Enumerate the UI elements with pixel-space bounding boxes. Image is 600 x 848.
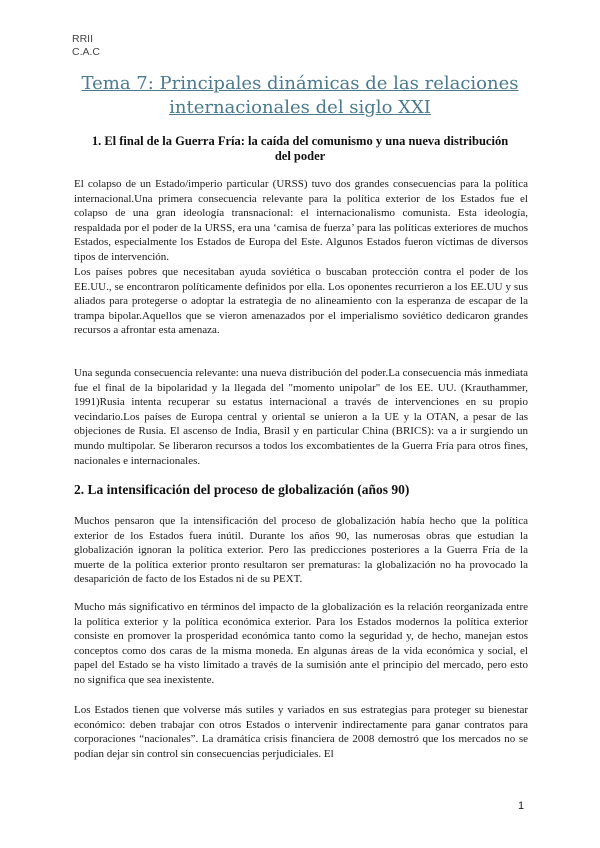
paragraph: Los Estados tienen que volverse más sutiles y variados en sus estrategias para proteger su bienestar económico: deben trabajar con otros Estados o intervenir indirectamente para ganar contratos para corporaciones “nacionales”. La dramática crisis financiera de 2008 demostró que los mercados no se podían dejar sin control sin consecuencias perjudiciales. El — [74, 704, 528, 760]
section-2-heading: 2. La intensificación del proceso de globalización (años 90) — [74, 482, 410, 497]
document-title: Tema 7: Principales dinámicas de las relaciones internacionales del siglo XXI — [81, 73, 519, 118]
paragraph: Los países pobres que necesitaban ayuda soviética o buscaban protección contra el poder de los EE.UU., se encontraron políticamente definidos por ella. Los oponentes recurrieron a los EE.UU y sus aliados para protegerse o adoptar la estrategia de no alineamiento con la esperanza de escapar de la trampa bipolar.Aquellos que se vieron amenazados por el imperialismo soviético dedicaron grandes recursos a afrontar esta amenaza. — [74, 266, 528, 337]
header-author: C.A.C — [72, 46, 101, 58]
paragraph: Una segunda consecuencia relevante: una nueva distribución del poder.La consecuencia más inmediata fue el final de la bipolaridad y la llegada del "momento unipolar" de los EE. UU. (Krauthammer, 1991)Rusia intenta recuperar su estatus internacional a través de intervenciones en su propio vecindario.Los países de Europa central y oriental se unieron a la UE y la OTAN, a pesar de las objeciones de Rusia. El ascenso de India, Brasil y en particular China (BRICS): va a ir surgiendo un mundo multipolar. Se liberaron recursos a todos los excombatientes de la Guerra Fría para otros fines, nacionales e internacionales. — [74, 367, 528, 467]
header-course: RRII — [72, 33, 93, 45]
section-1-heading: 1. El final de la Guerra Fría: la caída del comunismo y una nueva distribución del poder — [91, 134, 509, 163]
page-number: 1 — [518, 800, 525, 812]
paragraph: Muchos pensaron que la intensificación del proceso de globalización había hecho que la política exterior de los Estados fuera inútil. Durante los años 90, las numerosas obras que estudian la globalización ignoran la política exterior. Pero las predicciones posteriores a la Guerra Fría de la muerte de la política exterior pronto resultaron ser prematuras: la globalización no ha provocado la desaparición de facto de los Estados ni de su PEXT. — [74, 515, 528, 586]
paragraph: Mucho más significativo en términos del impacto de la globalización es la relación reorganizada entre la política exterior y la política económica exterior. Para los Estados modernos la política exterior consiste en promover la prosperidad económica tanto como la seguridad y, de hecho, manejan estos conceptos como dos caras de la misma moneda. En algunas áreas de la vida económica y social, el papel del Estado se ha visto limitado a través de la sumisión ante el principio del mercado, pero esto no significa que sea inexistente. — [74, 601, 528, 686]
page-header — [72, 33, 100, 59]
paragraph: El colapso de un Estado/imperio particular (URSS) tuvo dos grandes consecuencias para la política internacional.Una primera consecuencia relevante para la política exterior de los Estados fue el colapso de una gran ideología transnacional: el internacionalismo comunista. Esta ideología, respaldada por el poder de la URSS, era una ‘camisa de fuerza’ para las políticas exteriores de muchos Estados, especialmente los Estados de Europa del Este. Algunos Estados fueron víctimas de diversos tipos de intervención. — [74, 178, 528, 263]
